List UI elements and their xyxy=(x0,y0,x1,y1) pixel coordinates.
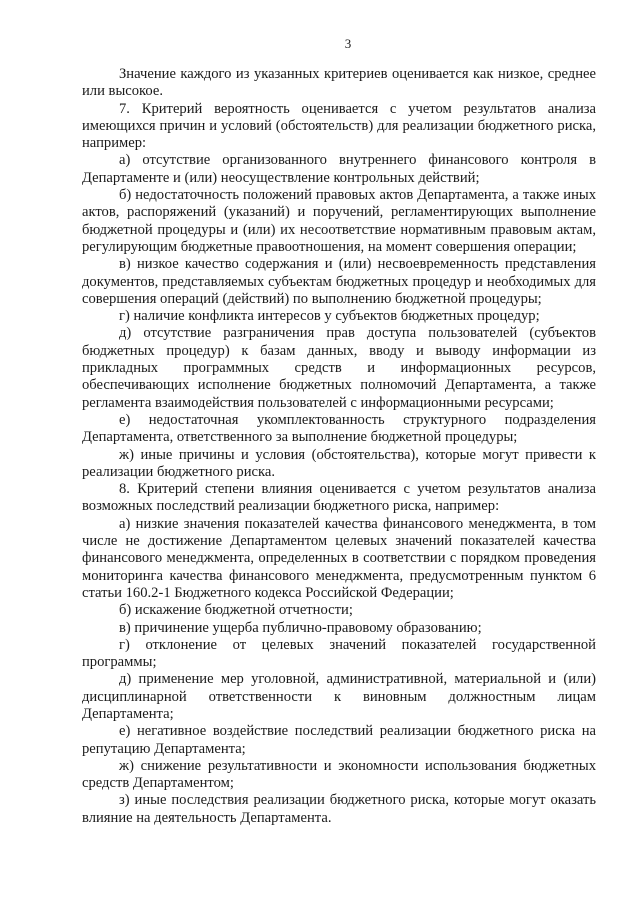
paragraph: б) недостаточность положений правовых актов Департамента, а также иных актов, распоряжений (указаний) и поручений, регламентирующих выполнение бюджетной процедуры и (или) их несоответствие нормативным правовым актам, регулирующим бюджетные правоотношения, на момент совершения операции; xyxy=(82,187,596,255)
paragraph: ж) иные причины и условия (обстоятельства), которые могут привести к реализации бюджетного риска. xyxy=(82,446,596,480)
document-body xyxy=(82,66,596,827)
paragraph: д) отсутствие разграничения прав доступа пользователей (субъектов бюджетных процедур) к базам данных, вводу и выводу информации из прикладных программных средств и информационных ресурсов, обеспечивающих исполнение бюджетных полномочий Департамента, а также регламента взаимодействия пользователей с информационными ресурсами; xyxy=(82,325,596,411)
paragraph: 7. Критерий вероятность оценивается с учетом результатов анализа имеющихся причин и условий (обстоятельств) для реализации бюджетного риска, например: xyxy=(82,100,596,152)
paragraph: б) искажение бюджетной отчетности; xyxy=(119,602,353,619)
paragraph: д) применение мер уголовной, административной, материальной и (или) дисциплинарной ответственности к виновным должностным лицам Департамента; xyxy=(82,671,596,722)
paragraph: з) иные последствия реализации бюджетного риска, которые могут оказать влияние на деятельность Департамента. xyxy=(82,792,596,826)
paragraph: е) негативное воздействие последствий реализации бюджетного риска на репутацию Департамента; xyxy=(82,723,596,757)
paragraph: ж) снижение результативности и экономности использования бюджетных средств Департаментом; xyxy=(82,757,596,792)
paragraph: е) недостаточная укомплектованность структурного подразделения Департамента, ответственного за выполнение бюджетной процедуры; xyxy=(82,411,596,446)
paragraph: Значение каждого из указанных критериев оценивается как низкое, среднее или высокое. xyxy=(82,66,596,100)
paragraph: в) причинение ущерба публично-правовому образованию; xyxy=(119,619,482,636)
paragraph: г) отклонение от целевых значений показателей государственной программы; xyxy=(82,636,596,671)
page-number: 3 xyxy=(344,36,352,51)
paragraph: а) низкие значения показателей качества финансового менеджмента, в том числе не достижение Департаментом целевых значений показателей качества финансового менеджмента, определенных в соответствии с порядком проведения мониторинга качества финансового менеджмента, предусмотренным пунктом 6 статьи 160.2-1 Бюджетного кодекса Российской Федерации; xyxy=(82,515,596,601)
paragraph: г) наличие конфликта интересов у субъектов бюджетных процедур; xyxy=(119,308,540,325)
paragraph: в) низкое качество содержания и (или) несвоевременность представления документов, представляемых субъектам бюджетных процедур и необходимых для совершения операций (действий) по выполнению бюджетной процедуры; xyxy=(82,256,596,307)
paragraph: а) отсутствие организованного внутреннего финансового контроля в Департаменте и (или) неосуществление контрольных действий; xyxy=(82,152,596,186)
paragraph: 8. Критерий степени влияния оценивается с учетом результатов анализа возможных последствий реализации бюджетного риска, например: xyxy=(82,481,596,515)
